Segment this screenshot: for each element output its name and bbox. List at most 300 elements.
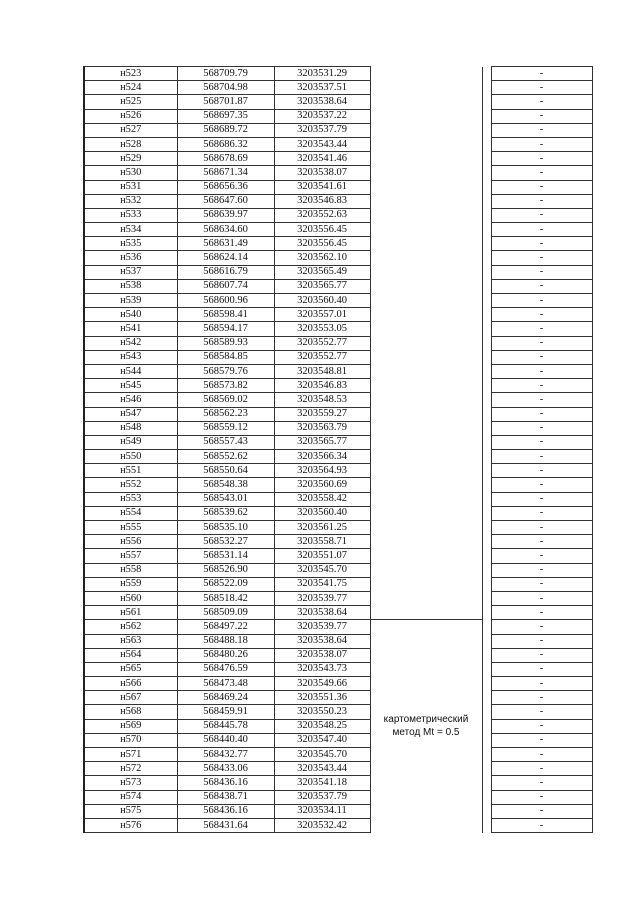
table-row <box>84 464 592 478</box>
point-name-cell: н531 <box>84 180 177 194</box>
spacer-cell <box>482 364 491 378</box>
note-cell: - <box>491 790 592 804</box>
note-cell: - <box>491 67 592 81</box>
point-name-cell: н537 <box>84 265 177 279</box>
coord-x-cell: 568488.18 <box>177 634 274 648</box>
table-row <box>84 677 592 691</box>
point-name-cell: н554 <box>84 506 177 520</box>
note-cell: - <box>491 818 592 832</box>
note-cell: - <box>491 123 592 137</box>
coord-x-cell: 568689.72 <box>177 123 274 137</box>
spacer-cell <box>482 294 491 308</box>
method-cell <box>370 95 482 109</box>
note-cell: - <box>491 662 592 676</box>
coord-x-cell: 568579.76 <box>177 364 274 378</box>
coord-x-cell: 568594.17 <box>177 322 274 336</box>
note-cell: - <box>491 620 592 634</box>
coord-y-cell: 3203552.77 <box>274 350 370 364</box>
point-name-cell: н546 <box>84 393 177 407</box>
table-row <box>84 279 592 293</box>
method-cell <box>370 152 482 166</box>
table-row <box>84 818 592 832</box>
method-cell <box>370 81 482 95</box>
coord-y-cell: 3203556.45 <box>274 237 370 251</box>
point-name-cell: н556 <box>84 535 177 549</box>
note-cell: - <box>491 478 592 492</box>
coord-x-cell: 568535.10 <box>177 521 274 535</box>
point-name-cell: н539 <box>84 294 177 308</box>
method-cell <box>370 407 482 421</box>
coord-y-cell: 3203543.44 <box>274 137 370 151</box>
coord-x-cell: 568526.90 <box>177 563 274 577</box>
note-cell: - <box>491 563 592 577</box>
table-row <box>84 166 592 180</box>
table-row <box>84 450 592 464</box>
note-cell: - <box>491 81 592 95</box>
table-row <box>84 180 592 194</box>
table-row <box>84 804 592 818</box>
table-row <box>84 521 592 535</box>
spacer-cell <box>482 748 491 762</box>
coord-x-cell: 568550.64 <box>177 464 274 478</box>
point-name-cell: н560 <box>84 591 177 605</box>
spacer-cell <box>482 109 491 123</box>
method-note: картометрический метод Mt = 0.5 <box>383 714 469 739</box>
coord-y-cell: 3203564.93 <box>274 464 370 478</box>
note-cell: - <box>491 95 592 109</box>
coord-y-cell: 3203553.05 <box>274 322 370 336</box>
table-row <box>84 719 592 733</box>
note-cell: - <box>491 521 592 535</box>
spacer-cell <box>482 549 491 563</box>
coord-x-cell: 568497.22 <box>177 620 274 634</box>
method-cell <box>370 208 482 222</box>
coord-y-cell: 3203541.18 <box>274 776 370 790</box>
method-cell <box>370 364 482 378</box>
coord-y-cell: 3203543.73 <box>274 662 370 676</box>
method-cell <box>370 308 482 322</box>
method-cell <box>370 294 482 308</box>
spacer-cell <box>482 478 491 492</box>
coord-x-cell: 568569.02 <box>177 393 274 407</box>
note-cell: - <box>491 591 592 605</box>
method-cell <box>370 137 482 151</box>
point-name-cell: н548 <box>84 421 177 435</box>
note-cell: - <box>491 748 592 762</box>
coord-x-cell: 568432.77 <box>177 748 274 762</box>
spacer-cell <box>482 67 491 81</box>
table-row <box>84 81 592 95</box>
spacer-cell <box>482 450 491 464</box>
coord-y-cell: 3203565.49 <box>274 265 370 279</box>
note-cell: - <box>491 677 592 691</box>
table-row <box>84 563 592 577</box>
coord-y-cell: 3203548.25 <box>274 719 370 733</box>
coord-y-cell: 3203543.44 <box>274 762 370 776</box>
method-cell <box>370 521 482 535</box>
coord-y-cell: 3203547.40 <box>274 733 370 747</box>
point-name-cell: н575 <box>84 804 177 818</box>
note-cell: - <box>491 549 592 563</box>
coord-y-cell: 3203560.69 <box>274 478 370 492</box>
method-cell <box>370 393 482 407</box>
table-row <box>84 251 592 265</box>
note-cell: - <box>491 506 592 520</box>
coord-y-cell: 3203545.70 <box>274 748 370 762</box>
coord-y-cell: 3203531.29 <box>274 67 370 81</box>
coord-y-cell: 3203538.64 <box>274 606 370 620</box>
coord-x-cell: 568704.98 <box>177 81 274 95</box>
point-name-cell: н532 <box>84 194 177 208</box>
spacer-cell <box>482 535 491 549</box>
coord-x-cell: 568531.14 <box>177 549 274 563</box>
note-cell: - <box>491 350 592 364</box>
coord-y-cell: 3203558.71 <box>274 535 370 549</box>
coord-x-cell: 568518.42 <box>177 591 274 605</box>
table-row <box>84 294 592 308</box>
note-cell: - <box>491 166 592 180</box>
table-row <box>84 137 592 151</box>
point-name-cell: н535 <box>84 237 177 251</box>
spacer-cell <box>482 208 491 222</box>
coord-y-cell: 3203565.77 <box>274 279 370 293</box>
note-cell: - <box>491 180 592 194</box>
method-cell <box>370 180 482 194</box>
point-name-cell: н551 <box>84 464 177 478</box>
point-name-cell: н536 <box>84 251 177 265</box>
point-name-cell: н555 <box>84 521 177 535</box>
point-name-cell: н529 <box>84 152 177 166</box>
method-cell <box>370 379 482 393</box>
note-cell: - <box>491 535 592 549</box>
method-cell <box>370 123 482 137</box>
coord-y-cell: 3203537.22 <box>274 109 370 123</box>
spacer-cell <box>482 223 491 237</box>
point-name-cell: н570 <box>84 733 177 747</box>
point-name-cell: н559 <box>84 577 177 591</box>
coord-x-cell: 568562.23 <box>177 407 274 421</box>
note-cell: - <box>491 435 592 449</box>
method-cell <box>370 591 482 605</box>
coord-y-cell: 3203566.34 <box>274 450 370 464</box>
point-name-cell: н538 <box>84 279 177 293</box>
coord-y-cell: 3203557.01 <box>274 308 370 322</box>
spacer-cell <box>482 464 491 478</box>
note-cell: - <box>491 379 592 393</box>
coord-x-cell: 568678.69 <box>177 152 274 166</box>
method-cell <box>370 478 482 492</box>
coord-x-cell: 568634.60 <box>177 223 274 237</box>
point-name-cell: н540 <box>84 308 177 322</box>
spacer-cell <box>482 95 491 109</box>
table-row <box>84 790 592 804</box>
method-cell <box>370 606 482 620</box>
spacer-cell <box>482 279 491 293</box>
coord-y-cell: 3203538.64 <box>274 634 370 648</box>
note-cell: - <box>491 308 592 322</box>
table-row <box>84 109 592 123</box>
coord-x-cell: 568552.62 <box>177 450 274 464</box>
point-name-cell: н543 <box>84 350 177 364</box>
coord-x-cell: 568543.01 <box>177 492 274 506</box>
spacer-cell <box>482 379 491 393</box>
point-name-cell: н549 <box>84 435 177 449</box>
point-name-cell: н558 <box>84 563 177 577</box>
point-name-cell: н566 <box>84 677 177 691</box>
note-cell: - <box>491 577 592 591</box>
point-name-cell: н553 <box>84 492 177 506</box>
note-cell: - <box>491 294 592 308</box>
note-cell: - <box>491 393 592 407</box>
coord-x-cell: 568573.82 <box>177 379 274 393</box>
note-cell: - <box>491 719 592 733</box>
coord-y-cell: 3203560.40 <box>274 294 370 308</box>
spacer-cell <box>482 776 491 790</box>
note-cell: - <box>491 322 592 336</box>
spacer-cell <box>482 123 491 137</box>
coord-x-cell: 568697.35 <box>177 109 274 123</box>
coord-x-cell: 568607.74 <box>177 279 274 293</box>
coord-x-cell: 568509.09 <box>177 606 274 620</box>
coord-x-cell: 568559.12 <box>177 421 274 435</box>
method-cell <box>370 237 482 251</box>
spacer-cell <box>482 421 491 435</box>
spacer-cell <box>482 492 491 506</box>
table-row <box>84 577 592 591</box>
spacer-cell <box>482 194 491 208</box>
method-cell <box>370 421 482 435</box>
table-row <box>84 123 592 137</box>
coord-y-cell: 3203545.70 <box>274 563 370 577</box>
coord-x-cell: 568616.79 <box>177 265 274 279</box>
coord-x-cell: 568656.36 <box>177 180 274 194</box>
table-row <box>84 691 592 705</box>
table-row <box>84 421 592 435</box>
spacer-cell <box>482 166 491 180</box>
coord-y-cell: 3203563.79 <box>274 421 370 435</box>
method-cell <box>370 549 482 563</box>
table-row <box>84 648 592 662</box>
note-cell: - <box>491 691 592 705</box>
coord-y-cell: 3203538.07 <box>274 166 370 180</box>
table-row <box>84 393 592 407</box>
method-cell <box>370 563 482 577</box>
coord-x-cell: 568476.59 <box>177 662 274 676</box>
coord-x-cell: 568639.97 <box>177 208 274 222</box>
coord-y-cell: 3203551.36 <box>274 691 370 705</box>
table-row <box>84 350 592 364</box>
point-name-cell: н564 <box>84 648 177 662</box>
table-row <box>84 336 592 350</box>
coord-x-cell: 568709.79 <box>177 67 274 81</box>
table-row <box>84 620 592 634</box>
point-name-cell: н557 <box>84 549 177 563</box>
point-name-cell: н528 <box>84 137 177 151</box>
table-row <box>84 435 592 449</box>
spacer-cell <box>482 521 491 535</box>
spacer-cell <box>482 804 491 818</box>
note-cell: - <box>491 606 592 620</box>
method-cell <box>370 336 482 350</box>
spacer-cell <box>482 563 491 577</box>
coordinates-table-body <box>84 67 592 833</box>
coord-y-cell: 3203532.42 <box>274 818 370 832</box>
coord-x-cell: 568548.38 <box>177 478 274 492</box>
table-row <box>84 776 592 790</box>
spacer-cell <box>482 308 491 322</box>
spacer-cell <box>482 137 491 151</box>
table-row <box>84 95 592 109</box>
coord-y-cell: 3203539.77 <box>274 591 370 605</box>
point-name-cell: н571 <box>84 748 177 762</box>
point-name-cell: н541 <box>84 322 177 336</box>
spacer-cell <box>482 393 491 407</box>
coord-x-cell: 568584.85 <box>177 350 274 364</box>
coord-y-cell: 3203541.75 <box>274 577 370 591</box>
spacer-cell <box>482 705 491 719</box>
note-cell: - <box>491 733 592 747</box>
note-cell: - <box>491 762 592 776</box>
coord-y-cell: 3203538.07 <box>274 648 370 662</box>
spacer-cell <box>482 662 491 676</box>
coord-y-cell: 3203560.40 <box>274 506 370 520</box>
coord-x-cell: 568473.48 <box>177 677 274 691</box>
table-row <box>84 733 592 747</box>
spacer-cell <box>482 733 491 747</box>
point-name-cell: н565 <box>84 662 177 676</box>
table-row <box>84 194 592 208</box>
coord-x-cell: 568701.87 <box>177 95 274 109</box>
table-row <box>84 322 592 336</box>
coord-x-cell: 568469.24 <box>177 691 274 705</box>
point-name-cell: н572 <box>84 762 177 776</box>
table-row <box>84 634 592 648</box>
table-row <box>84 308 592 322</box>
point-name-cell: н523 <box>84 67 177 81</box>
coord-x-cell: 568459.91 <box>177 705 274 719</box>
point-name-cell: н547 <box>84 407 177 421</box>
method-cell <box>370 350 482 364</box>
method-cell <box>370 492 482 506</box>
table-row <box>84 506 592 520</box>
spacer-cell <box>482 634 491 648</box>
spacer-cell <box>482 691 491 705</box>
table-row <box>84 379 592 393</box>
point-name-cell: н576 <box>84 818 177 832</box>
spacer-cell <box>482 818 491 832</box>
note-cell: - <box>491 279 592 293</box>
method-cell <box>370 166 482 180</box>
coordinates-table <box>83 66 593 833</box>
coord-y-cell: 3203538.64 <box>274 95 370 109</box>
coord-y-cell: 3203537.79 <box>274 790 370 804</box>
method-cell <box>370 265 482 279</box>
spacer-cell <box>482 237 491 251</box>
coord-y-cell: 3203552.77 <box>274 336 370 350</box>
table-row <box>84 478 592 492</box>
note-cell: - <box>491 237 592 251</box>
table-row <box>84 407 592 421</box>
table-row <box>84 492 592 506</box>
coord-x-cell: 568436.16 <box>177 776 274 790</box>
table-row <box>84 591 592 605</box>
method-cell <box>370 506 482 520</box>
spacer-cell <box>482 336 491 350</box>
coord-y-cell: 3203556.45 <box>274 223 370 237</box>
table-row <box>84 67 592 81</box>
point-name-cell: н544 <box>84 364 177 378</box>
coord-y-cell: 3203546.83 <box>274 379 370 393</box>
method-cell <box>370 464 482 478</box>
coord-y-cell: 3203551.07 <box>274 549 370 563</box>
method-cell <box>370 322 482 336</box>
coord-y-cell: 3203546.83 <box>274 194 370 208</box>
table-row <box>84 223 592 237</box>
coord-y-cell: 3203562.10 <box>274 251 370 265</box>
point-name-cell: н573 <box>84 776 177 790</box>
coord-y-cell: 3203558.42 <box>274 492 370 506</box>
coord-x-cell: 568431.64 <box>177 818 274 832</box>
point-name-cell: н533 <box>84 208 177 222</box>
note-cell: - <box>491 194 592 208</box>
coord-x-cell: 568539.62 <box>177 506 274 520</box>
note-cell: - <box>491 450 592 464</box>
coord-y-cell: 3203552.63 <box>274 208 370 222</box>
coord-x-cell: 568433.06 <box>177 762 274 776</box>
table-row <box>84 606 592 620</box>
spacer-cell <box>482 506 491 520</box>
coord-x-cell: 568440.40 <box>177 733 274 747</box>
coord-y-cell: 3203539.77 <box>274 620 370 634</box>
coord-x-cell: 568624.14 <box>177 251 274 265</box>
point-name-cell: н562 <box>84 620 177 634</box>
coord-y-cell: 3203534.11 <box>274 804 370 818</box>
method-cell <box>370 620 482 833</box>
note-cell: - <box>491 648 592 662</box>
spacer-cell <box>482 677 491 691</box>
note-cell: - <box>491 152 592 166</box>
coord-x-cell: 568631.49 <box>177 237 274 251</box>
spacer-cell <box>482 435 491 449</box>
method-cell <box>370 279 482 293</box>
coord-y-cell: 3203548.53 <box>274 393 370 407</box>
note-cell: - <box>491 364 592 378</box>
coord-y-cell: 3203537.79 <box>274 123 370 137</box>
coord-y-cell: 3203548.81 <box>274 364 370 378</box>
spacer-cell <box>482 790 491 804</box>
spacer-cell <box>482 350 491 364</box>
note-cell: - <box>491 208 592 222</box>
table-row <box>84 549 592 563</box>
table-row <box>84 152 592 166</box>
point-name-cell: н526 <box>84 109 177 123</box>
coord-x-cell: 568522.09 <box>177 577 274 591</box>
note-cell: - <box>491 804 592 818</box>
table-row <box>84 535 592 549</box>
point-name-cell: н550 <box>84 450 177 464</box>
coord-x-cell: 568445.78 <box>177 719 274 733</box>
point-name-cell: н552 <box>84 478 177 492</box>
coord-x-cell: 568589.93 <box>177 336 274 350</box>
coord-x-cell: 568532.27 <box>177 535 274 549</box>
spacer-cell <box>482 762 491 776</box>
spacer-cell <box>482 719 491 733</box>
spacer-cell <box>482 322 491 336</box>
spacer-cell <box>482 407 491 421</box>
coord-x-cell: 568557.43 <box>177 435 274 449</box>
note-cell: - <box>491 137 592 151</box>
point-name-cell: н569 <box>84 719 177 733</box>
